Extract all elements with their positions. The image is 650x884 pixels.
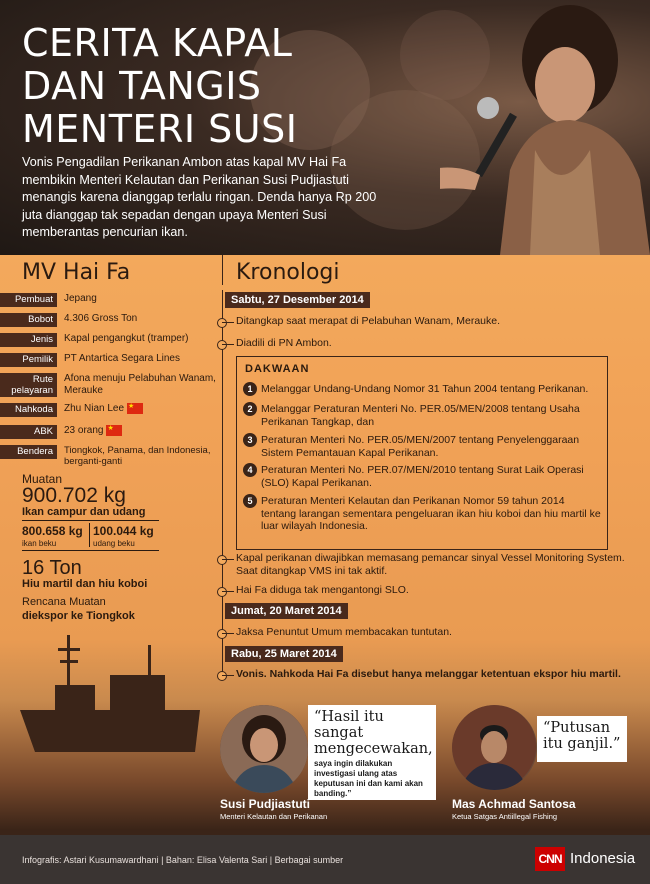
timeline-dot [217, 587, 227, 597]
plan-label: Rencana Muatan [22, 596, 106, 608]
spec-row-pembuat [0, 293, 222, 313]
spec-value: Tiongkok, Panama, dan Indonesia, berganti-ganti [64, 445, 211, 467]
mas-portrait [452, 705, 537, 790]
cnn-logo: CNN [535, 847, 565, 871]
spec-value: Zhu Nian Lee [64, 403, 125, 415]
hero-description: Vonis Pengadilan Perikanan Ambon atas kapal MV Hai Fa membikin Menteri Kelautan dan Perikanan Susi Pudjiastuti menangis karena dianggap terlalu ringan. Denda hanya Rp 200 juta dianggap tak sepadan dengan upaya Menteri Susi memberantas pencurian ikan. [22, 155, 377, 239]
cargo-total: 900.702 kg [22, 484, 126, 507]
charge-text: Melanggar Undang-Undang Nomor 31 Tahun 2004 tentang Perikanan. [261, 383, 589, 395]
page-title: CERITA KAPAL DAN TANGIS MENTERI SUSI [22, 21, 298, 151]
footer [0, 835, 650, 884]
mas-role: Ketua Satgas Antiillegal Fishing [452, 812, 558, 821]
spec-label: Rute pelayaran [0, 373, 57, 397]
spec-label: Pembuat [0, 293, 57, 307]
hero-banner [0, 0, 650, 255]
spec-value: Kapal pengangkut (tramper) [64, 333, 189, 344]
minister-photo [440, 0, 650, 255]
cargo-label: Muatan [22, 472, 63, 486]
spec-row-bendera [0, 445, 222, 471]
spec-row-jenis [0, 333, 222, 353]
mas-quote-box [537, 716, 627, 762]
charge-text: Peraturan Menteri No. PER.07/MEN/2010 tentang Surat Laik Operasi (SLO) Kapal Perikanan. [261, 464, 584, 489]
event-text: Kapal perikanan diwajibkan memasang pemancar sinyal Vessel Monitoring System. Saat ditangkap VMS ini tak aktif. [236, 552, 625, 577]
plan-description: diekspor ke Tiongkok [22, 610, 135, 622]
column-divider [222, 255, 223, 285]
brand-text: Indonesia [570, 850, 636, 867]
spec-label: Bendera [0, 445, 57, 459]
charge-number: 4 [243, 463, 257, 477]
mas-quote: “Putusan itu ganjil.” [543, 720, 621, 752]
microphone-head-icon [477, 97, 499, 119]
event-text: Ditangkap saat merapat di Pelabuhan Wanam, Merauke. [236, 315, 501, 327]
spec-value: Jepang [64, 293, 97, 304]
person-icon [452, 705, 537, 790]
charges-box [236, 356, 608, 550]
event-text: Vonis. Nahkoda Hai Fa disebut hanya melanggar ketentuan ekspor hiu martil. [236, 668, 621, 680]
spec-label: Pemilik [0, 353, 57, 367]
kronologi-title: Kronologi [236, 260, 340, 285]
date-tag: Sabtu, 27 Desember 2014 [225, 292, 370, 308]
china-flag-icon [106, 425, 122, 436]
spec-row-pemilik [0, 353, 222, 373]
spec-value: PT Antartica Segara Lines [64, 353, 180, 364]
charge-text: Peraturan Menteri No. PER.05/MEN/2007 tentang Penyelenggaraan Sistem Pemantauan Kapal Perikanan. [261, 434, 580, 459]
charge-text: Melanggar Peraturan Menteri No. PER.05/MEN/2008 tentang Usaha Perikanan Tangkap, dan [261, 403, 580, 428]
divider [22, 550, 159, 551]
spec-label: Bobot [0, 313, 57, 327]
timeline-dot [217, 629, 227, 639]
date-tag: Rabu, 25 Maret 2014 [225, 646, 343, 662]
shark-description: Hiu martil dan hiu koboi [22, 578, 148, 590]
credit-text: Infografis: Astari Kusumawardhani | Bahan: Elisa Valenta Sari | Berbagai sumber [22, 855, 344, 865]
charges-title: DAKWAAN [245, 363, 310, 375]
person-icon [220, 705, 308, 793]
frozen-fish-label: ikan beku [22, 539, 57, 548]
event-text: Jaksa Penuntut Umum membacakan tuntutan. [236, 626, 452, 638]
charge-number: 3 [243, 433, 257, 447]
ship-silhouette-icon [0, 630, 210, 760]
frozen-fish-weight: 800.658 kg [22, 524, 83, 538]
spec-label: Nahkoda [0, 403, 57, 417]
susi-quote-box [308, 705, 436, 800]
susi-quote: “Hasil itu sangat mengecewakan, [314, 709, 433, 757]
ship-title: MV Hai Fa [22, 260, 131, 285]
timeline-dot [217, 671, 227, 681]
susi-portrait [220, 705, 308, 793]
cargo-description: Ikan campur dan udang [22, 506, 146, 518]
frozen-shrimp-label: udang beku [93, 539, 135, 548]
susi-role: Menteri Kelautan dan Perikanan [220, 812, 328, 821]
charge-number: 5 [243, 494, 257, 508]
frozen-shrimp-weight: 100.044 kg [93, 524, 154, 538]
charge-number: 1 [243, 382, 257, 396]
timeline-dot [217, 318, 227, 328]
event-text: Diadili di PN Ambon. [236, 337, 332, 349]
spec-row-nahkoda [0, 403, 222, 423]
china-flag-icon [127, 403, 143, 414]
divider [22, 520, 159, 521]
spec-value-wrap [64, 425, 224, 437]
susi-name: Susi Pudjiastuti [220, 797, 311, 811]
timeline-dot [217, 555, 227, 565]
spec-row-rute [0, 373, 222, 401]
charge-text: Peraturan Menteri Kelautan dan Perikanan Nomor 59 tahun 2014 tentang larangan sementara pengeluaran ikan hiu koboi dan hiu martil ke luar wilayah Indonesia. [261, 495, 601, 532]
spec-value: 4.306 Gross Ton [64, 313, 138, 324]
spec-row-bobot [0, 313, 222, 333]
pointing-hand [440, 168, 480, 196]
spec-row-abk [0, 425, 222, 445]
spec-label: Jenis [0, 333, 57, 347]
spec-value: 23 orang [64, 425, 104, 437]
event-text: Hai Fa diduga tak mengantongi SLO. [236, 584, 409, 596]
timeline-dot [217, 340, 227, 350]
mas-name: Mas Achmad Santosa [452, 797, 576, 811]
charge-number: 2 [243, 402, 257, 416]
spec-value: Afona menuju Pelabuhan Wanam, Merauke [64, 373, 216, 396]
susi-quote-rest: saya ingin dilakukan investigasi ulang atas keputusan ini dan kami akan banding.” [314, 759, 423, 798]
spec-label: ABK [0, 425, 57, 439]
divider [89, 523, 90, 547]
microphone-icon [475, 113, 517, 178]
spec-value-wrap [64, 403, 224, 415]
shark-weight: 16 Ton [22, 557, 82, 579]
date-tag: Jumat, 20 Maret 2014 [225, 603, 348, 619]
